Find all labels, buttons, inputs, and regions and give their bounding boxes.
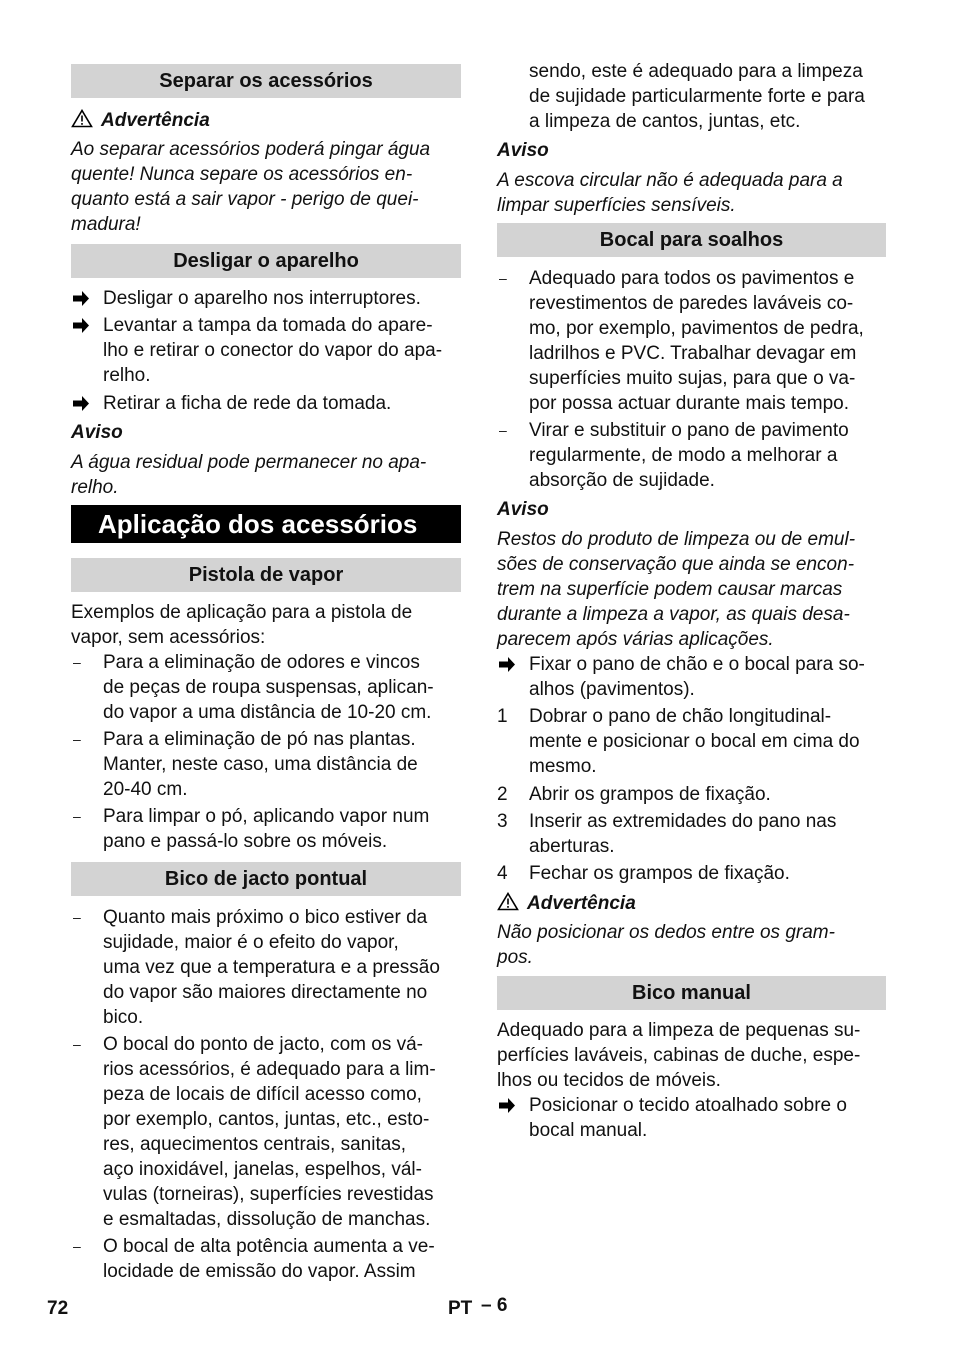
page-number: 72 xyxy=(47,1298,69,1319)
arrow-step-soalhos: Fixar o pano de chão e o bocal para so- alhos (pavimentos). xyxy=(497,652,886,702)
warning-label: Advertência xyxy=(101,110,210,131)
footer-lang: PT xyxy=(448,1298,473,1319)
step-desligar-2: Levantar a tampa da tomada do apare- lho e retirar o conector do vapor do apa- relho. xyxy=(71,313,461,388)
warning-text-soalhos: Não posicionar os dedos entre os gram- pos. xyxy=(497,922,835,968)
note-label-desligar: Aviso xyxy=(71,422,123,443)
note-text-soalhos: Restos do produto de limpeza ou de emul- sões de conservação que ainda se encon- trem na superfície podem causar marcas durante a limpeza a vapor, as quais desa- parecem após várias aplicações. xyxy=(497,529,856,650)
list-item-pistola-3: – Para limpar o pó, aplicando vapor num pano e passá-lo sobre os móveis. xyxy=(73,806,430,852)
numbered-step-3: 3 Inserir as extremidades do pano nas aberturas. xyxy=(497,811,837,857)
intro-bico-manual: Adequado para a limpeza de pequenas su- perfícies laváveis, cabinas de duche, espe- lhos ou tecidos de móveis. xyxy=(497,1020,861,1091)
list-item-soalhos-2: – Virar e substituir o pano de pavimento regularmente, de modo a melhorar a absorção de sujidade. xyxy=(499,420,849,491)
heading-bico-jacto: Bico de jacto pontual xyxy=(71,862,461,896)
heading-pistola: Pistola de vapor xyxy=(71,558,461,592)
list-item-jacto-1: – Quanto mais próximo o bico estiver da sujidade, maior é o efeito do vapor, uma vez que a temperatura e a pressão do vapor são maiores directamente no bico. xyxy=(73,907,440,1028)
warning-triangle-icon xyxy=(71,109,93,128)
numbered-step-2: 2 Abrir os grampos de fixação. xyxy=(497,784,771,805)
right-arrow-icon xyxy=(497,652,523,684)
warning-triangle-icon xyxy=(497,892,519,911)
list-item-jacto-3: – O bocal de alta potência aumenta a ve- locidade de emissão do vapor. Assim xyxy=(73,1236,435,1282)
right-arrow-icon xyxy=(497,1093,523,1125)
heading-separar: Separar os acessórios xyxy=(71,64,461,98)
note-text-desligar: A água residual pode permanecer no apa- relho. xyxy=(71,452,427,498)
list-item-pistola-1: – Para a eliminação de odores e vincos de peças de roupa suspensas, aplican- do vapor a uma distância de 10-20 cm. xyxy=(73,652,434,723)
numbered-step-1: 1 Dobrar o pano de chão longitudinal- mente e posicionar o bocal em cima do mesmo. xyxy=(497,706,860,777)
intro-pistola: Exemplos de aplicação para a pistola de vapor, sem acessórios: xyxy=(71,602,413,648)
step-desligar-3: Retirar a ficha de rede da tomada. xyxy=(71,391,461,416)
heading-soalhos: Bocal para soalhos xyxy=(497,223,886,257)
list-item-pistola-2: – Para a eliminação de pó nas plantas. Manter, neste caso, uma distância de 20-40 cm. xyxy=(73,729,418,800)
heading-bico-manual: Bico manual xyxy=(497,976,886,1010)
step-desligar-1: Desligar o aparelho nos interruptores. xyxy=(71,286,461,311)
right-arrow-icon xyxy=(71,391,97,423)
right-arrow-icon xyxy=(71,313,97,345)
warning-label: Advertência xyxy=(527,893,636,914)
heading-desligar: Desligar o aparelho xyxy=(71,244,461,278)
numbered-step-4: 4 Fechar os grampos de fixação. xyxy=(497,863,790,884)
note-text-escova: A escova circular não é adequada para a limpar superfícies sensíveis. xyxy=(497,170,843,216)
list-item-jacto-2: – O bocal do ponto de jacto, com os vá- rios acessórios, é adequado para a lim- peza de locais de difícil acesso como, por exemplo, cantos, juntas, etc., esto- res, aquecimentos centrais, sanitas, aço inoxidável, janelas, espelhos, vál- vulas (torneiras), superfícies revestidas e esmaltadas, dissolução de manchas. xyxy=(73,1034,436,1230)
list-item-soalhos-1: – Adequado para todos os pavimentos e revestimentos de paredes laváveis co- mo, por exemplo, pavimentos de pedra, ladrilhos e PVC. Trabalhar devagar em superfícies muito sujas, para que o va- por possa actuar durante mais tempo. xyxy=(499,268,864,414)
arrow-step-manual: Posicionar o tecido atoalhado sobre o bocal manual. xyxy=(497,1093,886,1143)
section-title-aplicacao: Aplicação dos acessórios xyxy=(71,505,461,543)
warning-title-soalhos xyxy=(497,891,886,916)
warning-title-separar xyxy=(71,108,461,133)
warning-text-separar: Ao separar acessórios poderá pingar água quente! Nunca separe os acessórios en- quanto está a sair vapor - perigo de quei- madura! xyxy=(71,139,431,235)
note-label-soalhos: Aviso xyxy=(497,499,549,520)
continued-text: sendo, este é adequado para a limpeza de sujidade particularmente forte e para a limpeza de cantos, juntas, etc. xyxy=(529,61,865,132)
footer-section: – 6 xyxy=(481,1295,508,1316)
note-label-escova: Aviso xyxy=(497,140,549,161)
